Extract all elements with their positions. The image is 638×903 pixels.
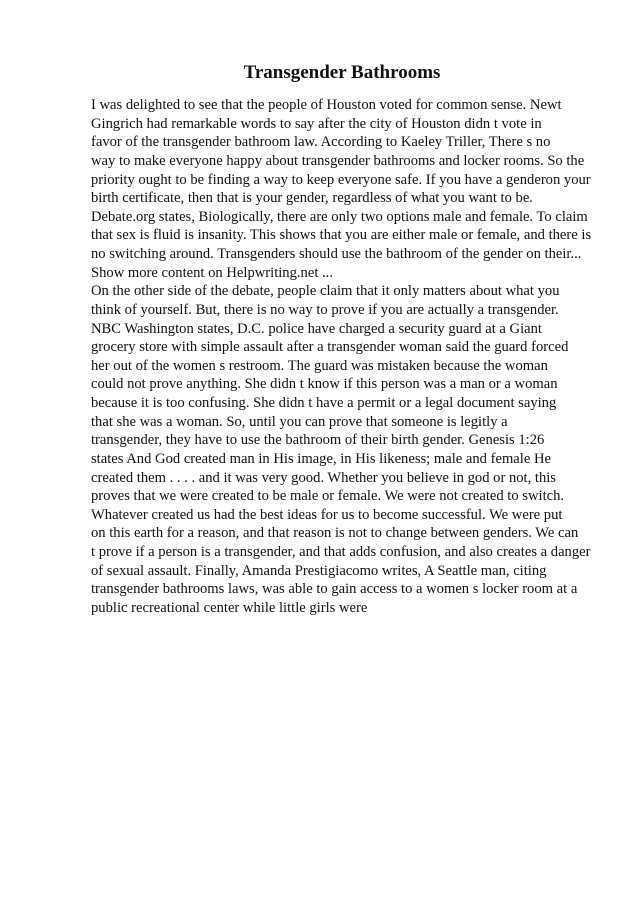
body-line: On the other side of the debate, people claim that it only matters about what you xyxy=(91,283,560,300)
show-more-link[interactable]: Show more content on Helpwriting.net ... xyxy=(91,264,333,281)
body-line: NBC Washington states, D.C. police have charged a security guard at a Giant xyxy=(91,320,542,337)
body-line: priority ought to be finding a way to keep everyone safe. If you have a genderon your xyxy=(91,171,591,188)
body-line: could not prove anything. She didn t know if this person was a man or a woman xyxy=(91,376,558,393)
document-title: Transgender Bathrooms xyxy=(243,62,441,83)
body-line: Whatever created us had the best ideas for us to become successful. We were put xyxy=(91,506,563,523)
body-line: states And God created man in His image, in His likeness; male and female He xyxy=(91,450,551,467)
body-line: created them . . . . and it was very good. Whether you believe in god or not, this xyxy=(91,469,556,486)
body-line: favor of the transgender bathroom law. According to Kaeley Triller, There s no xyxy=(91,134,551,151)
body-line: transgender bathrooms laws, was able to gain access to a women s locker room at a xyxy=(91,581,578,598)
body-line: Gingrich had remarkable words to say after the city of Houston didn t vote in xyxy=(91,115,542,132)
body-line: way to make everyone happy about transgender bathrooms and locker rooms. So the xyxy=(91,152,585,169)
body-line: public recreational center while little girls were xyxy=(91,599,368,616)
body-line: because it is too confusing. She didn t have a permit or a legal document saying xyxy=(91,395,557,411)
body-line: grocery store with simple assault after a transgender woman said the guard forced xyxy=(91,339,569,356)
body-line: of sexual assault. Finally, Amanda Prestigiacomo writes, A Seattle man, citing xyxy=(91,562,547,579)
body-line: t prove if a person is a transgender, and that adds confusion, and also creates a danger xyxy=(91,544,591,560)
body-line: I was delighted to see that the people of Houston voted for common sense. Newt xyxy=(91,97,562,113)
body-line: her out of the women s restroom. The guard was mistaken because the woman xyxy=(91,357,548,374)
body-line: think of yourself. But, there is no way to prove if you are actually a transgender. xyxy=(91,301,559,318)
body-line: birth certificate, then that is your gender, regardless of what you want to be. xyxy=(91,190,533,207)
body-line: on this earth for a reason, and that reason is not to change between genders. We can xyxy=(91,525,579,542)
body-line: Debate.org states, Biologically, there are only two options male and female. To claim xyxy=(91,208,588,225)
body-line: proves that we were created to be male or female. We were not created to switch. xyxy=(91,488,565,505)
document-body xyxy=(91,96,611,618)
body-line: that she was a woman. So, until you can prove that someone is legitly a xyxy=(91,413,508,430)
body-line: no switching around. Transgenders should use the bathroom of the gender on their... xyxy=(91,246,582,262)
body-line: that sex is fluid is insanity. This shows that you are either male or female, and there is xyxy=(91,227,592,244)
body-line: transgender, they have to use the bathroom of their birth gender. Genesis 1:26 xyxy=(91,432,545,449)
